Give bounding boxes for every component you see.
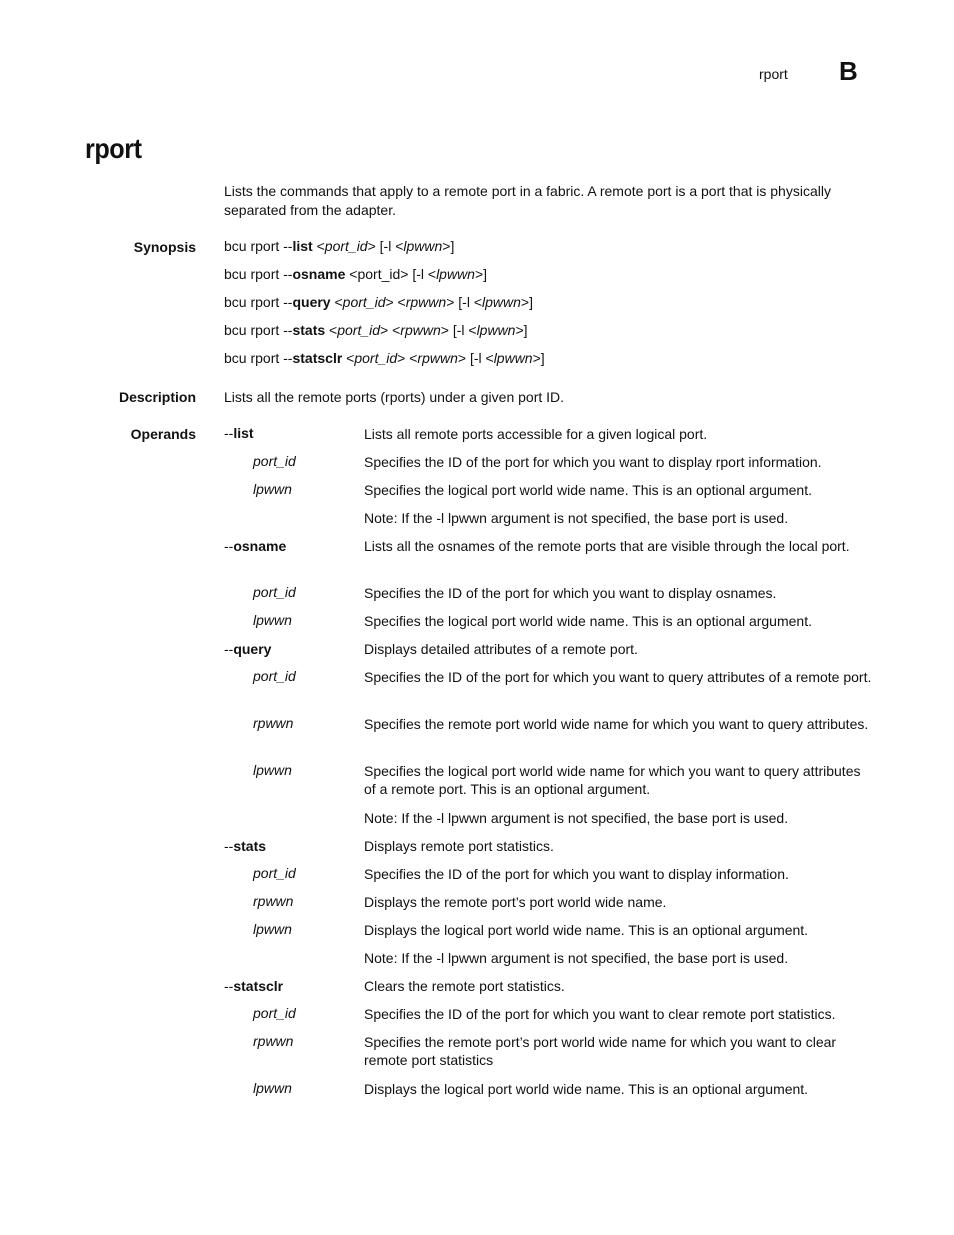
operand-stats-def: Displays remote port statistics.	[364, 838, 554, 854]
operand-name: list	[233, 425, 254, 441]
param-rpwwn-def: Specifies the remote port world wide name for which you want to query attributes.	[364, 716, 869, 732]
syn-arg: lpwwn	[482, 294, 521, 310]
syn-arg: port_id	[324, 238, 368, 254]
syn-command: statsclr	[292, 350, 343, 366]
operand-name: osname	[233, 538, 287, 554]
syn-text: >]	[515, 322, 528, 338]
syn-text: <	[342, 350, 355, 366]
synopsis-line-osname	[224, 266, 487, 282]
syn-prefix: bcu rport --	[224, 266, 293, 282]
page-title: rport	[85, 133, 142, 164]
operand-stats	[224, 838, 266, 854]
operand-osname	[224, 538, 286, 554]
operand-list-note: Note: If the -l lpwwn argument is not specified, the base port is used.	[364, 510, 789, 526]
param-port-id: port_id	[253, 865, 296, 881]
syn-arg: rpwwn	[405, 294, 447, 310]
syn-command: list	[292, 238, 313, 254]
syn-arg: rpwwn	[417, 350, 458, 366]
syn-prefix: bcu rport --	[224, 350, 293, 366]
operand-query-note: Note: If the -l lpwwn argument is not specified, the base port is used.	[364, 810, 789, 826]
operand-name: stats	[233, 838, 267, 854]
operand-name: statsclr	[233, 978, 284, 994]
syn-arg: port_id	[342, 294, 386, 310]
param-lpwwn: lpwwn	[253, 481, 292, 497]
param-lpwwn: lpwwn	[253, 921, 292, 937]
syn-arg: lpwwn	[403, 238, 443, 254]
param-lpwwn-def: Specifies the logical port world wide name. This is an optional argument.	[364, 482, 812, 498]
param-port-id-def: Specifies the ID of the port for which you want to query attributes of a remote port.	[364, 669, 872, 685]
syn-prefix: bcu rport --	[224, 294, 293, 310]
param-lpwwn: lpwwn	[253, 762, 292, 778]
description-text: Lists all the remote ports (rports) under a given port ID.	[224, 389, 565, 405]
param-port-id: port_id	[253, 453, 296, 469]
syn-text: > [-l <	[440, 322, 477, 338]
intro-paragraph: Lists the commands that apply to a remote port in a fabric. A remote port is a port that is physically separated from the adapter.	[224, 183, 831, 218]
syn-arg: lpwwn	[493, 350, 533, 366]
operand-dash: --	[224, 538, 234, 554]
syn-text: > [-l <	[457, 350, 494, 366]
syn-command: query	[292, 294, 331, 310]
syn-command: stats	[292, 322, 326, 338]
syn-arg: rpwwn	[400, 322, 441, 338]
param-lpwwn-def: Specifies the logical port world wide name. This is an optional argument.	[364, 613, 812, 629]
operand-stats-note: Note: If the -l lpwwn argument is not specified, the base port is used.	[364, 950, 789, 966]
syn-arg: port_id	[354, 350, 398, 366]
synopsis-label: Synopsis	[133, 239, 196, 255]
param-port-id-def: Specifies the ID of the port for which you want to display rport information.	[364, 454, 822, 470]
param-lpwwn-def: Specifies the logical port world wide name for which you want to query attributes of a remote port. This is an optional argument.	[364, 763, 861, 797]
operand-list	[224, 425, 254, 441]
syn-text: <	[325, 322, 338, 338]
param-port-id: port_id	[253, 668, 296, 684]
description-label: Description	[118, 389, 196, 405]
param-rpwwn: rpwwn	[253, 1033, 294, 1049]
syn-text: >]	[532, 350, 545, 366]
syn-text: >]	[520, 294, 533, 310]
operand-query-def: Displays detailed attributes of a remote port.	[364, 641, 638, 657]
syn-text: > <	[385, 294, 406, 310]
param-lpwwn: lpwwn	[253, 1080, 292, 1096]
syn-prefix: bcu rport --	[224, 238, 293, 254]
header-appendix-letter: B	[839, 56, 858, 86]
operand-statsclr-def: Clears the remote port statistics.	[364, 978, 565, 994]
operand-query	[224, 641, 271, 657]
syn-text: >]	[474, 266, 488, 282]
param-port-id-def: Specifies the ID of the port for which you want to display osnames.	[364, 585, 777, 601]
syn-text: <	[330, 294, 343, 310]
operand-dash: --	[224, 641, 234, 657]
syn-text: <port_id> [-l <	[345, 266, 437, 282]
param-rpwwn: rpwwn	[253, 893, 294, 909]
operand-statsclr	[224, 978, 283, 994]
operand-dash: --	[224, 425, 234, 441]
operand-osname-def: Lists all the osnames of the remote ports that are visible through the local port.	[364, 538, 850, 554]
syn-prefix: bcu rport --	[224, 322, 293, 338]
syn-arg: lpwwn	[476, 322, 516, 338]
param-port-id: port_id	[253, 1005, 296, 1021]
syn-text: >]	[442, 238, 455, 254]
param-lpwwn-def: Displays the logical port world wide name. This is an optional argument.	[364, 1081, 809, 1097]
syn-arg: port_id	[337, 322, 381, 338]
syn-text: > [-l <	[446, 294, 482, 310]
synopsis-line-list	[224, 238, 454, 254]
operand-name: query	[233, 641, 272, 657]
param-rpwwn-def: Displays the remote port’s port world wide name.	[364, 894, 667, 910]
syn-arg: lpwwn	[436, 266, 475, 282]
synopsis-line-query	[224, 294, 533, 310]
param-rpwwn: rpwwn	[253, 715, 294, 731]
param-port-id-def: Specifies the ID of the port for which you want to display information.	[364, 866, 789, 882]
param-port-id: port_id	[253, 584, 296, 600]
param-port-id-def: Specifies the ID of the port for which you want to clear remote port statistics.	[364, 1006, 836, 1022]
syn-text: > [-l <	[367, 238, 404, 254]
syn-text: > <	[380, 322, 401, 338]
operand-list-def: Lists all remote ports accessible for a given logical port.	[364, 426, 708, 442]
operand-dash: --	[224, 978, 234, 994]
syn-text: <	[312, 238, 325, 254]
param-lpwwn: lpwwn	[253, 612, 292, 628]
syn-text: > <	[397, 350, 418, 366]
operand-dash: --	[224, 838, 234, 854]
param-rpwwn-def: Specifies the remote port’s port world wide name for which you want to clear remote port statistics	[364, 1034, 837, 1068]
param-lpwwn-def: Displays the logical port world wide name. This is an optional argument.	[364, 922, 809, 938]
synopsis-line-statsclr	[224, 350, 545, 366]
header-section-title: rport	[759, 66, 788, 82]
syn-command: osname	[292, 266, 346, 282]
operands-label: Operands	[130, 426, 196, 442]
synopsis-line-stats	[224, 322, 528, 338]
